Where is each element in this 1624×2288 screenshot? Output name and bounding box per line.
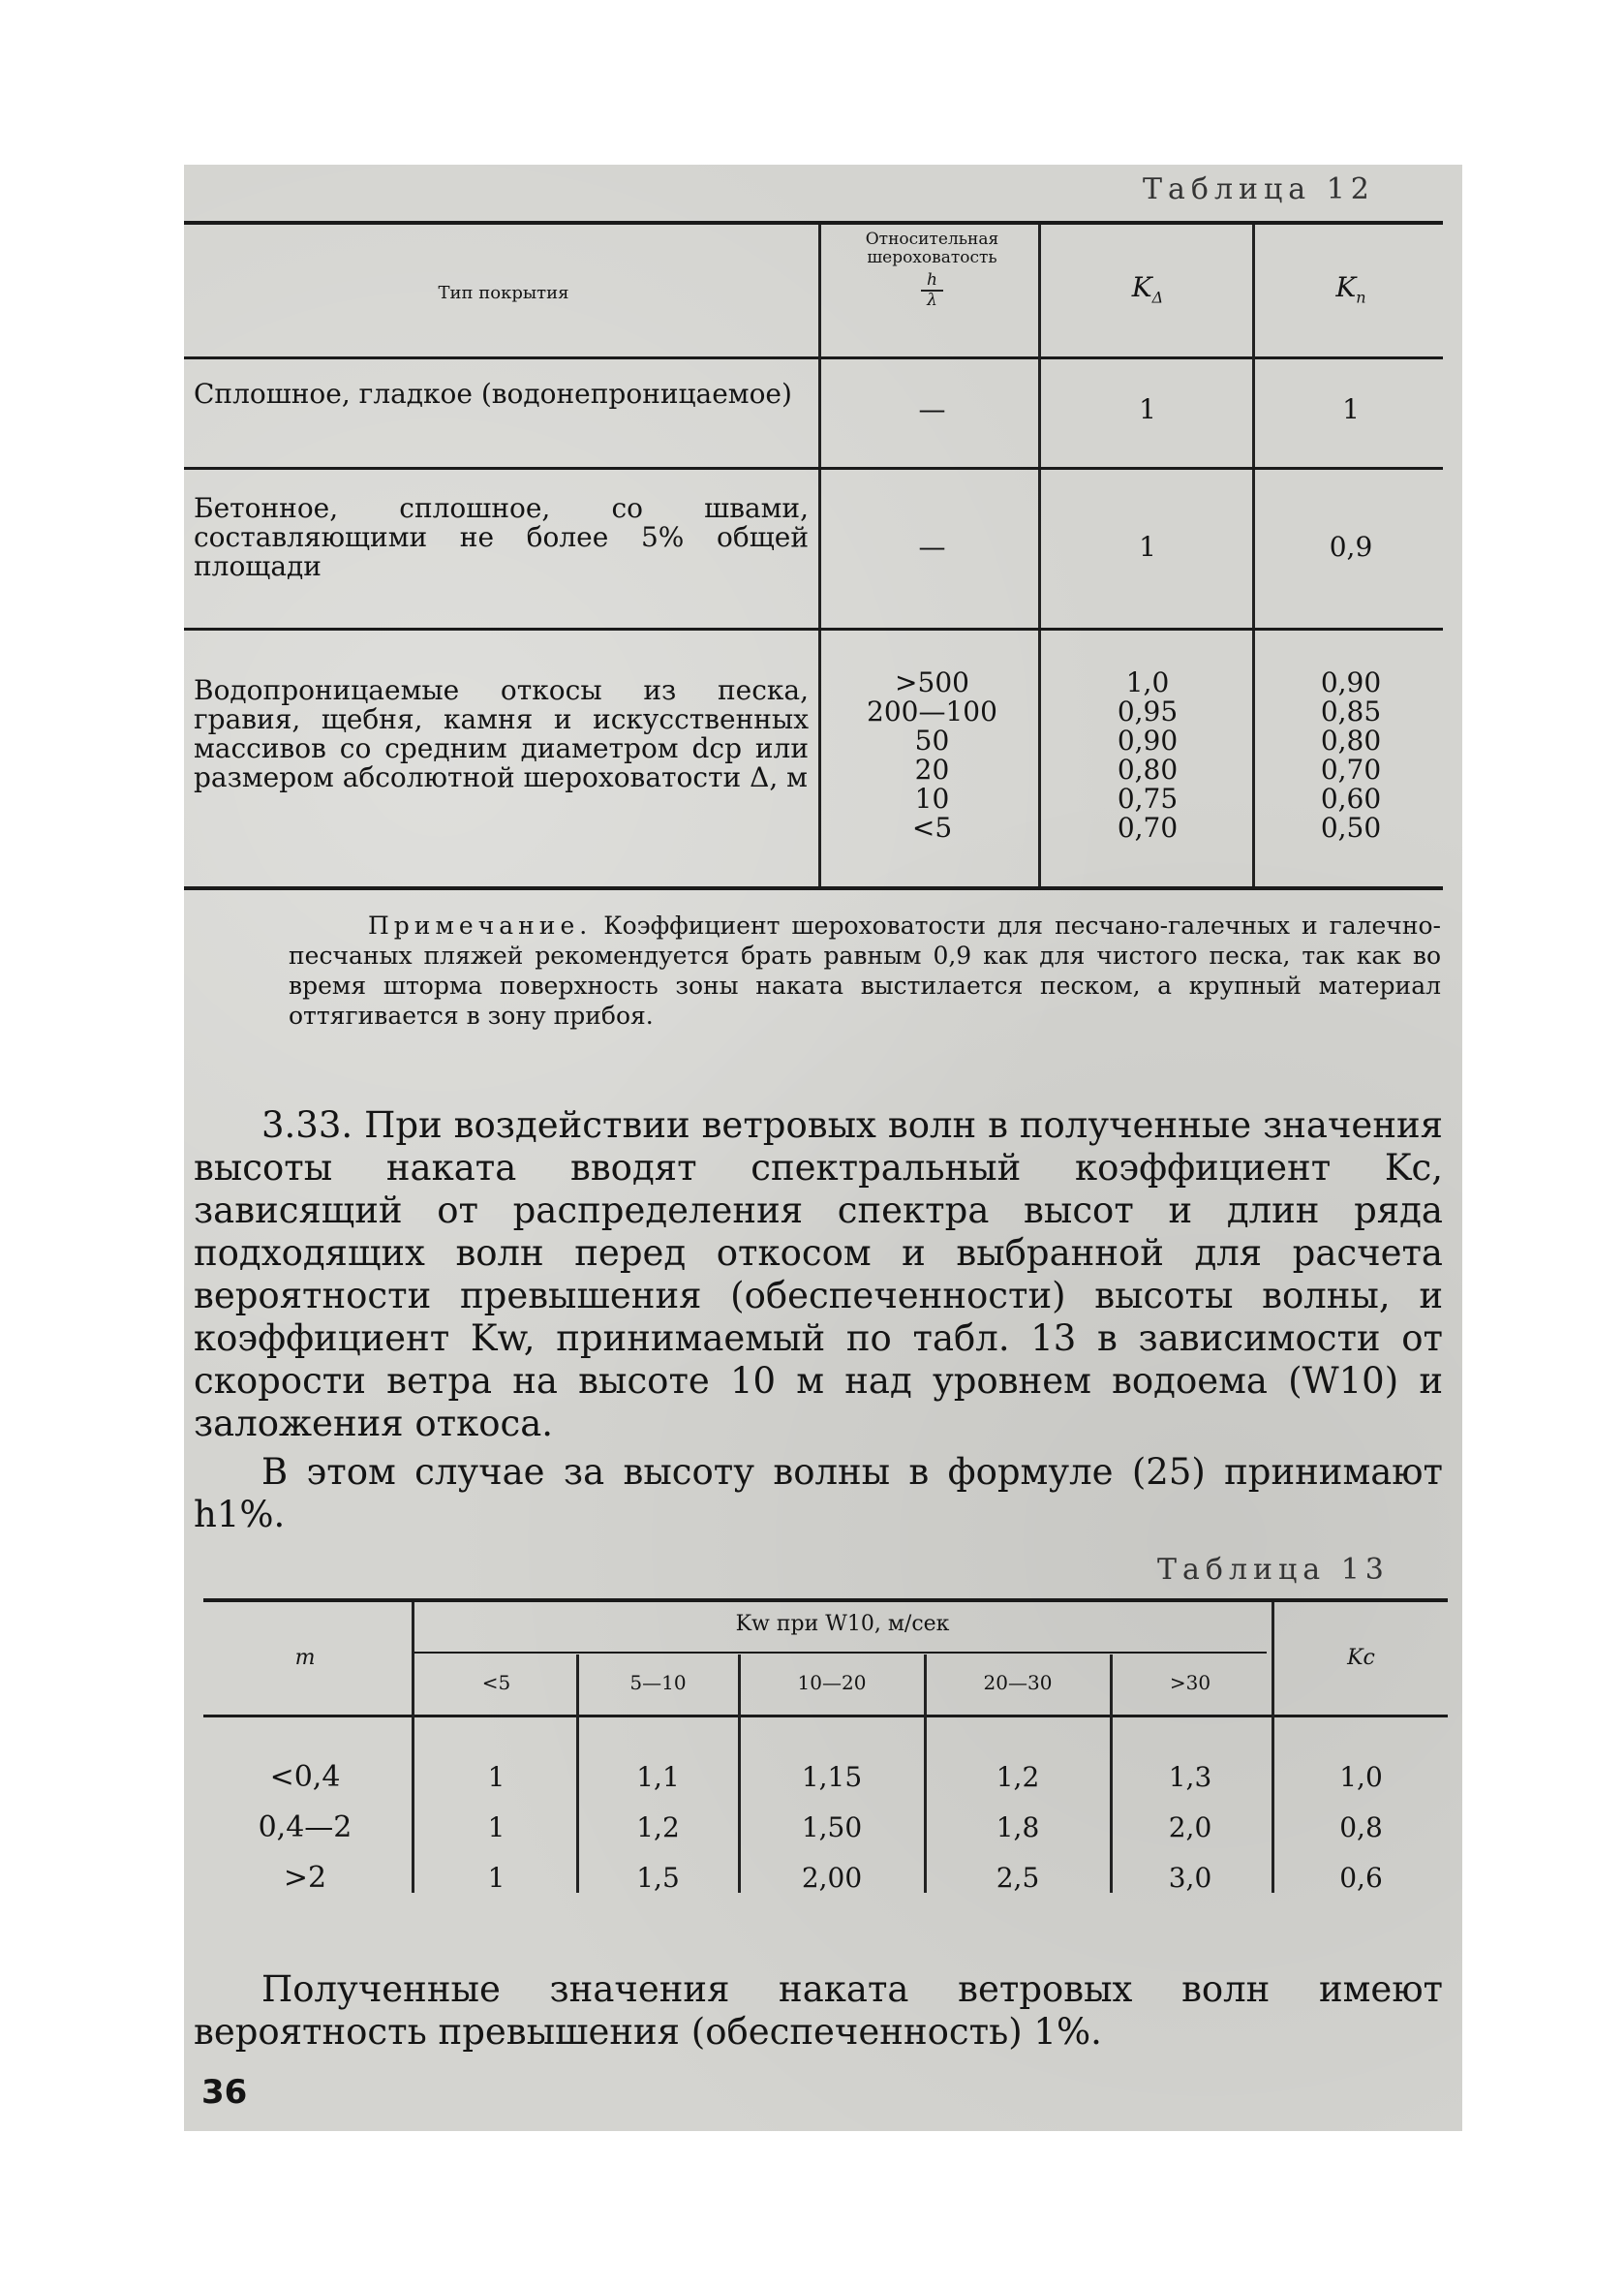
table-13-row-2-kc: 0,8 (1339, 1811, 1383, 1843)
table-12-header-k-delta (1046, 273, 1249, 313)
table-12-row-2-rr: — (918, 531, 946, 563)
table-13-speed-col-2: 5—10 (629, 1671, 687, 1694)
table-13-row-3-v2: 1,5 (636, 1862, 680, 1894)
table-12-row-2-type: Бетонное, сплошное, со швами, составляющими не более 5% общей площади (194, 492, 809, 582)
table-13-caption: Таблица 13 (1157, 1553, 1390, 1587)
table-12-vline-2 (1038, 225, 1041, 888)
table-12-vline-1 (818, 225, 821, 888)
table-12-header-k-p (1259, 273, 1443, 313)
table-13-row-1-v2: 1,1 (636, 1761, 680, 1793)
table-12-row-3-kd: 1,0 0,95 0,90 0,80 0,75 0,70 (1117, 666, 1179, 844)
fraction-numerator: h (921, 271, 943, 292)
table-13-vline-6 (1272, 1602, 1274, 1893)
table-13-row-2-v4: 1,8 (996, 1811, 1040, 1843)
table-13-row-3-v3: 2,00 (801, 1862, 863, 1894)
table-13-row-1-v1: 1 (487, 1761, 506, 1793)
table-13-speed-col-4: 20—30 (983, 1671, 1053, 1694)
table-13-row-3-kc: 0,6 (1339, 1862, 1383, 1894)
table-12-vline-3 (1252, 225, 1255, 888)
table-12-row-3-type: Водопроницаемые откосы из песка, гравия, щебня, камня и искусственных массивов со средним диаметром dср или размером абсолютной шероховатости Δ, м (194, 674, 809, 793)
table-12-header-relative-roughness (828, 231, 1036, 310)
table-13-header-rule (203, 1715, 1448, 1717)
k-p-subscript: п (1356, 288, 1366, 307)
table-13-speed-col-1: <5 (481, 1671, 511, 1694)
table-13-row-3-m: >2 (283, 1861, 327, 1895)
table-12-row-1-rr: — (918, 393, 946, 425)
table-13-row-2-v2: 1,2 (636, 1811, 680, 1843)
table-12-header-type: Тип покрытия (438, 283, 569, 303)
table-12-note (289, 911, 1441, 1031)
table-13-row-1-v4: 1,2 (996, 1761, 1040, 1793)
table-13-subheader-rule (414, 1652, 1267, 1654)
table-12-row-2-rule (184, 628, 1443, 631)
table-13-header-m: m (294, 1646, 316, 1670)
table-13-row-1-v5: 1,3 (1168, 1761, 1212, 1793)
table-12-bottom-rule (184, 886, 1443, 890)
table-12-row-1-type: Сплошное, гладкое (водонепроницаемое) (194, 378, 792, 410)
table-12-row-2-kd: 1 (1139, 531, 1156, 563)
table-13-row-2-v3: 1,50 (801, 1811, 863, 1843)
table-12-row-3-rr: >500 200—100 50 20 10 <5 (867, 666, 997, 844)
table-13-speed-col-5: >30 (1169, 1671, 1211, 1694)
paragraph-final: Полученные значения наката ветровых волн имеют вероятность превышения (обеспеченность) 1%. (194, 1968, 1443, 2053)
table-13-row-2-v5: 2,0 (1168, 1811, 1212, 1843)
table-13-speed-col-3: 10—20 (797, 1671, 867, 1694)
roughness-fraction (921, 271, 943, 310)
table-13-row-2-m: 0,4—2 (258, 1810, 352, 1844)
fraction-denominator: λ (927, 291, 937, 310)
table-13-vline-1 (412, 1602, 414, 1893)
table-12-row-1-kd: 1 (1139, 393, 1156, 425)
table-13-row-3-v5: 3,0 (1168, 1862, 1212, 1894)
relative-roughness-label: Относительная шероховатость (865, 230, 999, 267)
table-13-row-1-kc: 1,0 (1339, 1761, 1383, 1793)
k-delta-subscript: Δ (1151, 288, 1164, 307)
note-label: Примечание. (368, 912, 593, 940)
table-12-row-2-kp: 0,9 (1329, 531, 1373, 563)
table-13-row-2-v1: 1 (487, 1811, 506, 1843)
table-13-row-3-v1: 1 (487, 1862, 506, 1894)
table-13-top-rule (203, 1598, 1448, 1602)
note-text: Коэффициент шероховатости для песчано-галечных и галечно-песчаных пляжей рекомендуется брать равным 0,9 как для чистого песка, так как во время шторма поверхность зоны наката выстилается песком, а крупный материал оттягивается в зону прибоя. (289, 912, 1441, 1030)
paragraph-wave-height: В этом случае за высоту волны в формуле (25) принимают h1%. (194, 1451, 1443, 1535)
table-13-header-kw: Kw при W10, м/сек (735, 1612, 950, 1636)
k-delta-symbol: K (1131, 271, 1152, 303)
table-13-row-1-m: <0,4 (269, 1760, 341, 1794)
table-13-header-kc: Kс (1347, 1646, 1375, 1670)
table-12-caption: Таблица 12 (1143, 172, 1375, 206)
k-p-symbol: K (1335, 271, 1357, 303)
table-13-row-3-v4: 2,5 (996, 1862, 1040, 1894)
table-12-row-3-kp: 0,90 0,85 0,80 0,70 0,60 0,50 (1320, 666, 1382, 844)
page-number: 36 (201, 2073, 248, 2112)
table-12-row-1-rule (184, 467, 1443, 470)
paragraph-3-33: 3.33. При воздействии ветровых волн в полученные значения высоты наката вводят спектральный коэффициент Kс, зависящий от распределения спектра высот и длин ряда подходящих волн перед откосом и выбранной для расчета вероятности превышения (обеспеченности) высоты волны, и коэффициент Kw, принимаемый по табл. 13 в зависимости от скорости ветра на высоте 10 м над уровнем водоема (W10) и заложения откоса. (194, 1104, 1443, 1444)
table-13-row-1-v3: 1,15 (801, 1761, 863, 1793)
table-12-row-1-kp: 1 (1342, 393, 1360, 425)
